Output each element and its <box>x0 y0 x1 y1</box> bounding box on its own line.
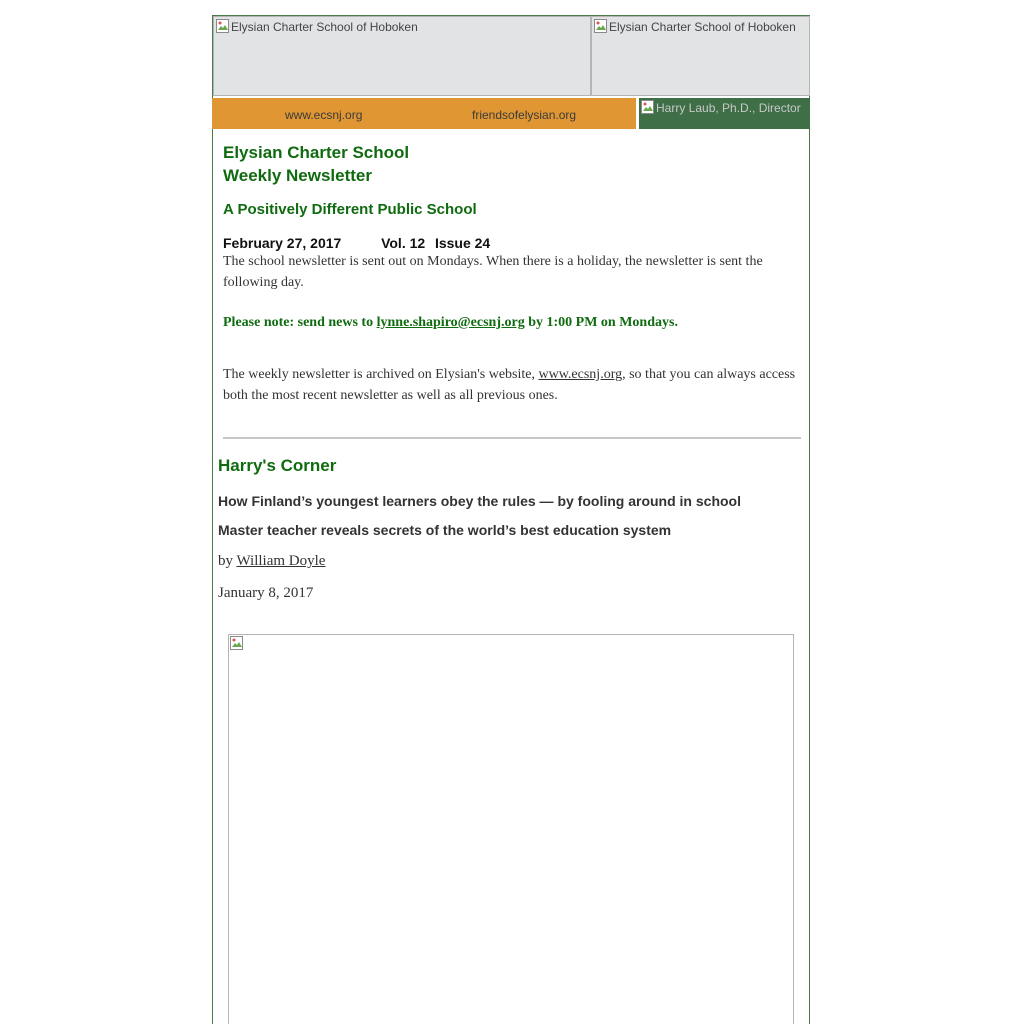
friends-link[interactable]: friendsofelysian.org <box>472 108 577 122</box>
director-alt-text: Harry Laub, Ph.D., Director <box>656 101 801 115</box>
schedule-text: The school newsletter is sent out on Mondays. When there is a holiday, the newsletter is sent the following day. <box>223 254 763 290</box>
section-divider <box>223 437 801 439</box>
archive-suffix: , so that you can always access both the most recent newsletter as well as all previous ones. <box>223 367 796 403</box>
note-prefix: Please note: send news to <box>223 315 377 330</box>
archive-prefix: The weekly newsletter is archived on Elysian's website, <box>223 367 539 382</box>
school-banner-image <box>213 16 591 96</box>
email-link[interactable]: lynne.shapiro@ecsnj.org <box>376 315 525 330</box>
website-link[interactable]: www.ecsnj.org <box>285 108 363 122</box>
article-date: January 8, 2017 <box>218 585 314 601</box>
title-line-1: Elysian Charter School <box>223 143 410 162</box>
title-line-2: Weekly Newsletter <box>223 166 372 185</box>
harrys-corner-heading: Harry's Corner <box>218 456 337 475</box>
broken-image-icon <box>230 636 244 651</box>
school-logo-image <box>591 16 810 96</box>
broken-image-icon <box>216 19 230 34</box>
school-logo-alt-text: Elysian Charter School of Hoboken <box>609 20 796 34</box>
issue-number: Issue 24 <box>434 235 491 251</box>
article-image <box>228 634 794 1024</box>
article-byline <box>218 551 325 572</box>
tagline: A Positively Different Public School <box>223 201 477 218</box>
byline-prefix: by <box>218 553 237 569</box>
newsletter-title <box>223 141 803 187</box>
links-bar <box>212 98 636 129</box>
article-subheadline: Master teacher reveals secrets of the world’s best education system <box>218 522 672 538</box>
archive-link[interactable]: www.ecsnj.org <box>538 367 623 382</box>
archive-text <box>223 364 801 406</box>
issue-volume: Vol. 12 <box>381 235 426 251</box>
note-suffix: by 1:00 PM on Mondays. <box>524 315 678 330</box>
broken-image-icon <box>641 100 655 115</box>
issue-dateline <box>223 235 490 251</box>
director-image <box>639 98 810 129</box>
broken-image-icon <box>594 19 608 34</box>
school-banner-alt-text: Elysian Charter School of Hoboken <box>231 20 418 34</box>
article-headline: How Finland’s youngest learners obey the rules — by fooling around in school <box>218 493 741 509</box>
author-link[interactable]: William Doyle <box>236 553 326 569</box>
submission-note <box>223 315 803 331</box>
issue-date: February 27, 2017 <box>223 235 342 251</box>
